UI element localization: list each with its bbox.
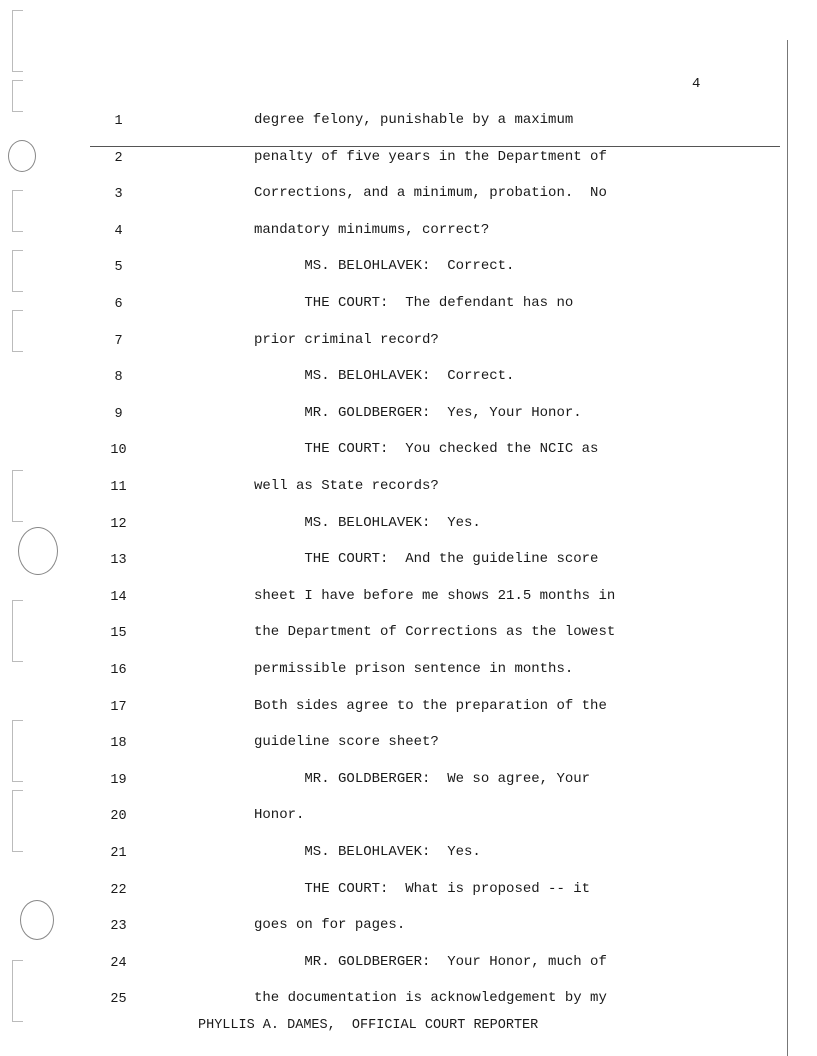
line-text: THE COURT: What is proposed -- it — [254, 880, 591, 897]
line-text: penalty of five years in the Department of — [254, 148, 607, 165]
line-text: MS. BELOHLAVEK: Correct. — [254, 258, 515, 275]
line-text: THE COURT: And the guideline score — [254, 551, 599, 568]
line-number: 6 — [114, 297, 123, 312]
margin-bracket — [12, 600, 23, 662]
line-number: 16 — [110, 663, 127, 678]
line-number: 1 — [114, 114, 123, 129]
line-number: 18 — [110, 736, 127, 752]
line-number: 12 — [110, 516, 127, 532]
line-text: the Department of Corrections as the lowest — [254, 624, 616, 641]
line-number: 25 — [110, 992, 127, 1008]
margin-bracket — [12, 720, 23, 782]
line-text: MR. GOLDBERGER: Yes, Your Honor. — [254, 404, 582, 421]
margin-bracket — [12, 790, 23, 852]
margin-bracket — [12, 190, 23, 232]
line-text: Corrections, and a minimum, probation. No — [254, 185, 607, 202]
line-number: 5 — [114, 260, 123, 276]
margin-bracket — [12, 80, 23, 112]
line-text: MS. BELOHLAVEK: Yes. — [254, 844, 481, 860]
line-number: 9 — [114, 406, 123, 422]
line-number: 2 — [114, 150, 123, 166]
line-text: Honor. — [254, 807, 305, 824]
right-page-border — [787, 40, 788, 1056]
margin-bracket — [12, 960, 23, 1022]
line-text: MS. BELOHLAVEK: Correct. — [254, 368, 515, 385]
punch-hole — [18, 527, 58, 575]
line-text: well as State records? — [254, 478, 439, 494]
page-number: 4 — [692, 76, 701, 92]
line-number: 15 — [110, 626, 127, 642]
line-number: 3 — [114, 187, 123, 203]
line-text: MR. GOLDBERGER: We so agree, Your — [254, 770, 591, 787]
line-number: 20 — [110, 809, 127, 825]
line-text: the documentation is acknowledgement by my — [254, 990, 607, 1007]
line-number: 7 — [114, 333, 123, 349]
margin-bracket — [12, 470, 23, 522]
line-number: 8 — [114, 370, 123, 386]
line-number: 21 — [110, 846, 127, 861]
line-number: 11 — [110, 480, 127, 495]
line-text: goes on for pages. — [254, 917, 406, 934]
line-number: 24 — [110, 955, 127, 971]
line-number: 23 — [110, 919, 127, 935]
line-text: permissible prison sentence in months. — [254, 661, 574, 677]
line-number: 17 — [110, 699, 127, 715]
line-text: prior criminal record? — [254, 331, 439, 348]
line-text: Both sides agree to the preparation of the — [254, 697, 607, 714]
line-number: 19 — [110, 772, 127, 788]
margin-bracket — [12, 250, 23, 292]
left-margin-scan-artifacts — [0, 0, 60, 1056]
line-text: guideline score sheet? — [254, 734, 439, 751]
scan-artifact-line — [90, 146, 780, 147]
line-text: mandatory minimums, correct? — [254, 221, 490, 238]
line-text: degree felony, punishable by a maximum — [254, 112, 574, 128]
line-text: MR. GOLDBERGER: Your Honor, much of — [254, 953, 607, 970]
line-number: 4 — [114, 223, 123, 239]
reporter-footer: PHYLLIS A. DAMES, OFFICIAL COURT REPORTER — [198, 1018, 539, 1033]
line-text: THE COURT: The defendant has no — [254, 295, 574, 311]
line-text: MS. BELOHLAVEK: Yes. — [254, 514, 481, 531]
line-number: 14 — [110, 589, 127, 605]
line-number: 13 — [110, 553, 127, 569]
punch-hole — [20, 900, 54, 940]
line-text: THE COURT: You checked the NCIC as — [254, 441, 599, 458]
punch-hole — [8, 140, 36, 172]
margin-bracket — [12, 310, 23, 352]
line-number: 22 — [110, 882, 127, 898]
margin-bracket — [12, 10, 23, 72]
line-number: 10 — [110, 443, 127, 459]
line-text: sheet I have before me shows 21.5 months in — [254, 587, 616, 604]
